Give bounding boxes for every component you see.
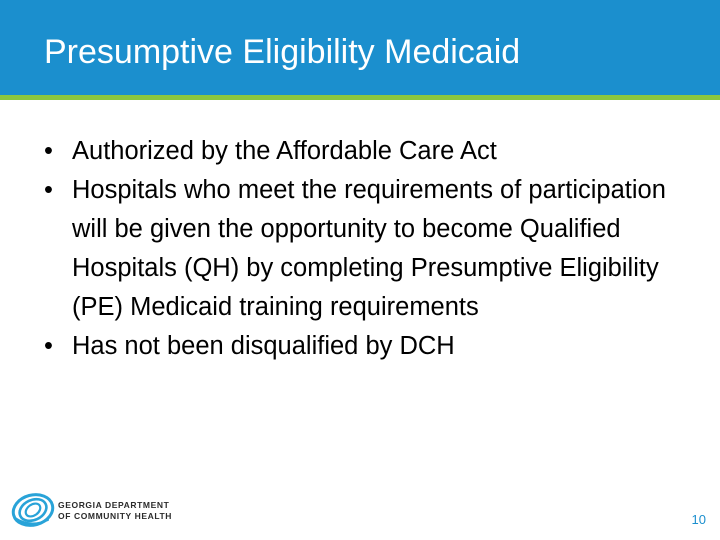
title-bar [0,0,720,95]
bullet-item: • Has not been disqualified by DCH [44,327,684,366]
slide-number: 10 [691,512,706,527]
slide-title: Presumptive Eligibility Medicaid [44,33,521,71]
bullet-item: • Hospitals who meet the requirements of participation will be given the opportunity to become Qualified Hospitals (QH) by completing Presumptive Eligibility (PE) Medicaid training requirements [44,171,684,327]
title-divider-stripe [0,95,720,100]
bullet-item: • Authorized by the Affordable Care Act [44,132,684,171]
logo-line-2: OF COMMUNITY HEALTH [58,511,173,521]
logo-text [58,500,172,522]
bullet-list [44,132,684,366]
logo-line-1: GEORGIA DEPARTMENT [58,500,170,510]
